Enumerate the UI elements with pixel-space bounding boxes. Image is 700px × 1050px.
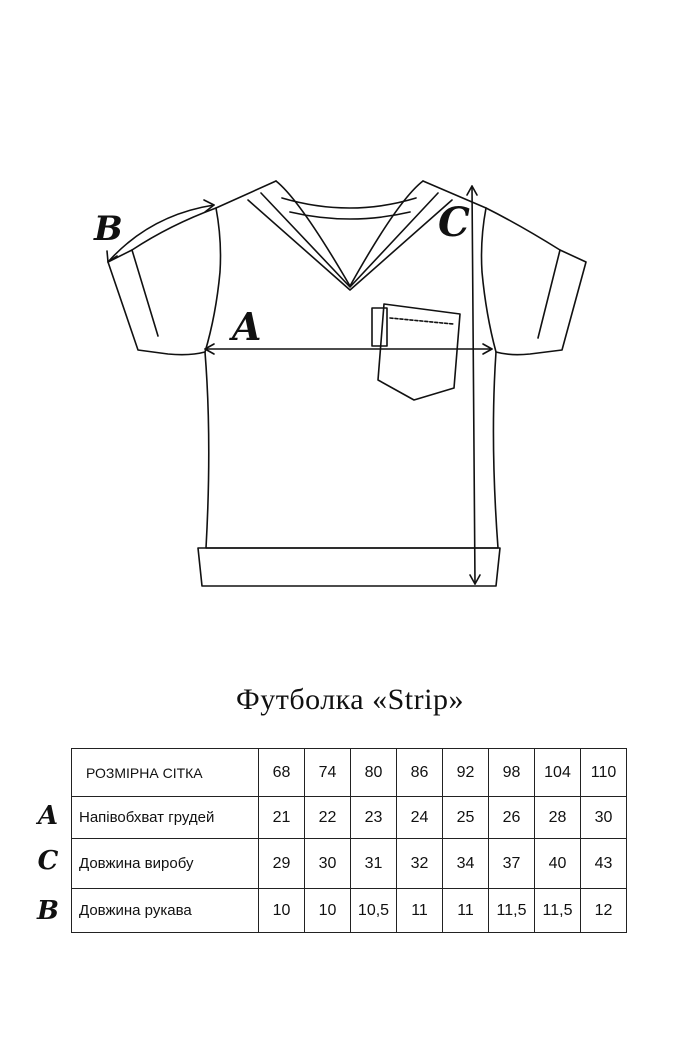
- right-cuff: [538, 250, 560, 338]
- value-cell: 23: [351, 797, 397, 839]
- right-sleeve: [486, 208, 586, 355]
- size-cell: 104: [535, 749, 581, 797]
- value-cell: 29: [259, 839, 305, 889]
- size-cell: 92: [443, 749, 489, 797]
- row-letter-a: A: [37, 801, 59, 831]
- value-cell: 11,5: [535, 889, 581, 933]
- table-row: [72, 889, 627, 933]
- left-cuff: [132, 250, 158, 336]
- value-cell: 10,5: [351, 889, 397, 933]
- size-cell: 74: [305, 749, 351, 797]
- value-cell: 11: [397, 889, 443, 933]
- row-letter-b: B: [37, 896, 59, 926]
- value-cell: 40: [535, 839, 581, 889]
- value-cell: 30: [305, 839, 351, 889]
- label-c: C: [438, 199, 470, 246]
- size-cell: 80: [351, 749, 397, 797]
- value-cell: 28: [535, 797, 581, 839]
- collar-inner: [248, 200, 452, 290]
- value-cell: 32: [397, 839, 443, 889]
- value-cell: 24: [397, 797, 443, 839]
- size-cell: 110: [581, 749, 627, 797]
- size-table: [71, 748, 627, 933]
- size-cell: 68: [259, 749, 305, 797]
- product-title: Футболка «Strip»: [236, 683, 464, 716]
- value-cell: 21: [259, 797, 305, 839]
- value-cell: 11: [443, 889, 489, 933]
- value-cell: 10: [259, 889, 305, 933]
- measure-c-line: [472, 186, 475, 584]
- neck-back: [282, 198, 416, 208]
- value-cell: 25: [443, 797, 489, 839]
- label-b: B: [94, 209, 123, 249]
- left-sleeve: [108, 208, 216, 355]
- value-cell: 37: [489, 839, 535, 889]
- collar-mid: [261, 193, 438, 287]
- value-cell: 34: [443, 839, 489, 889]
- value-cell: 43: [581, 839, 627, 889]
- table-row: [72, 797, 627, 839]
- pocket-stitch: [390, 318, 453, 324]
- label-a: A: [232, 304, 262, 349]
- value-cell: 10: [305, 889, 351, 933]
- table-header-label: РОЗМІРНА СІТКА: [72, 749, 259, 797]
- table-row: [72, 839, 627, 889]
- row-letter-c: C: [37, 846, 59, 876]
- row-label: Довжина виробу: [72, 839, 259, 889]
- value-cell: 26: [489, 797, 535, 839]
- size-cell: 98: [489, 749, 535, 797]
- tshirt-hem: [198, 548, 500, 586]
- table-header-row: [72, 749, 627, 797]
- value-cell: 22: [305, 797, 351, 839]
- value-cell: 11,5: [489, 889, 535, 933]
- size-cell: 86: [397, 749, 443, 797]
- pocket-flap: [372, 308, 387, 346]
- row-label: Напівобхват грудей: [72, 797, 259, 839]
- value-cell: 30: [581, 797, 627, 839]
- row-label: Довжина рукава: [72, 889, 259, 933]
- value-cell: 31: [351, 839, 397, 889]
- value-cell: 12: [581, 889, 627, 933]
